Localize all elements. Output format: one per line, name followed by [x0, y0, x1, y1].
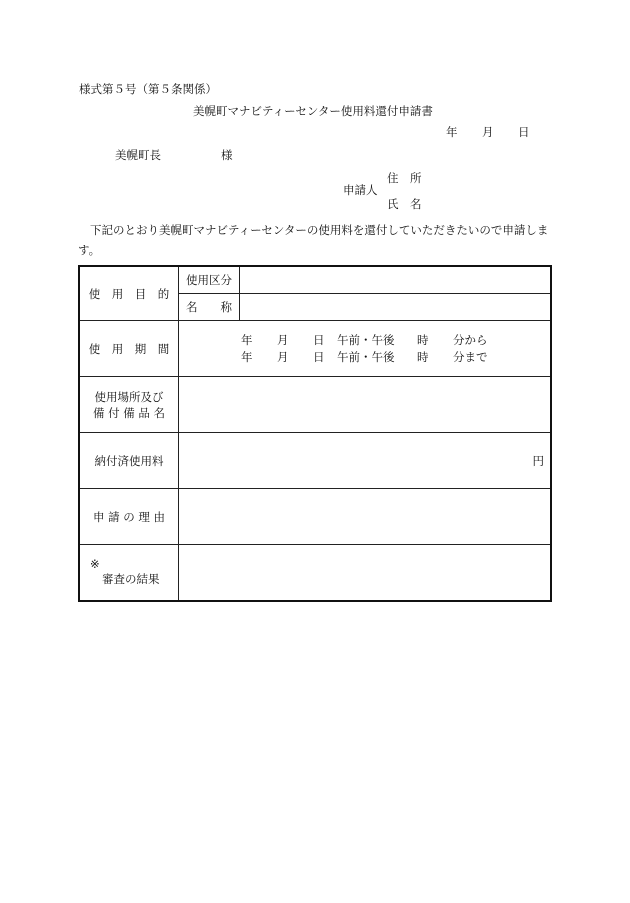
period-from-day: 日: [313, 332, 325, 347]
usage-category-field[interactable]: [240, 266, 552, 294]
period-from-year: 年: [241, 332, 253, 347]
location-label-line-1: 使用場所及び: [94, 389, 164, 404]
location-label-line-2: 備 付 備 品 名: [92, 405, 166, 420]
review-note-mark: ※: [90, 557, 100, 572]
date-month: 月: [482, 125, 494, 139]
usage-category-label: 使用区分: [179, 266, 240, 294]
date-day: 日: [518, 125, 530, 139]
form-number: 様式第５号（第５条関係）: [79, 82, 217, 96]
document-title: 美幌町マナビティーセンター使用料還付申請書: [193, 104, 433, 118]
location-field[interactable]: [179, 377, 552, 433]
paid-fee-field[interactable]: [179, 433, 552, 489]
reason-label: 申 請 の 理 由: [79, 489, 179, 545]
location-row: [79, 377, 551, 433]
date-year: 年: [446, 125, 458, 139]
period-to-suffix: 分まで: [453, 349, 488, 364]
facility-name-field[interactable]: [240, 294, 552, 321]
applicant-name-label: 氏 名: [387, 197, 422, 211]
period-from-ampm: 午前・午後: [337, 332, 395, 347]
yen-unit: 円: [532, 453, 544, 468]
request-statement: 下記のとおり美幌町マナビティーセンターの使用料を還付していただきたいので申請します。: [78, 223, 549, 257]
purpose-row-1: [79, 266, 551, 294]
period-field[interactable]: [179, 321, 552, 377]
period-from-line: [179, 332, 550, 349]
addressee-honorific: 様: [221, 148, 233, 162]
period-from-suffix: 分から: [453, 332, 488, 347]
period-label: 使 用 期 間: [79, 321, 179, 377]
period-to-month: 月: [277, 349, 289, 364]
applicant-label: 申請人: [343, 183, 378, 197]
period-to-line: [179, 349, 550, 366]
review-label-text: 審査の結果: [102, 572, 160, 587]
addressee-name: 美幌町長: [115, 148, 161, 162]
period-to-year: 年: [241, 349, 253, 364]
period-from-month: 月: [277, 332, 289, 347]
paid-fee-row: [79, 433, 551, 489]
review-label: [79, 545, 179, 601]
application-form-table: [78, 265, 552, 602]
location-label: [79, 377, 179, 433]
period-to-day: 日: [313, 349, 325, 364]
paid-fee-label: 納付済使用料: [79, 433, 179, 489]
period-to-hour: 時: [417, 349, 429, 364]
period-from-hour: 時: [417, 332, 429, 347]
facility-name-label: 名 称: [179, 294, 240, 321]
reason-row: [79, 489, 551, 545]
applicant-address-label: 住 所: [387, 171, 422, 185]
application-date: [446, 124, 530, 140]
purpose-label: 使 用 目 的: [79, 266, 179, 321]
review-field: [179, 545, 552, 601]
period-row: [79, 321, 551, 377]
period-to-ampm: 午前・午後: [337, 349, 395, 364]
review-row: [79, 545, 551, 601]
reason-field[interactable]: [179, 489, 552, 545]
